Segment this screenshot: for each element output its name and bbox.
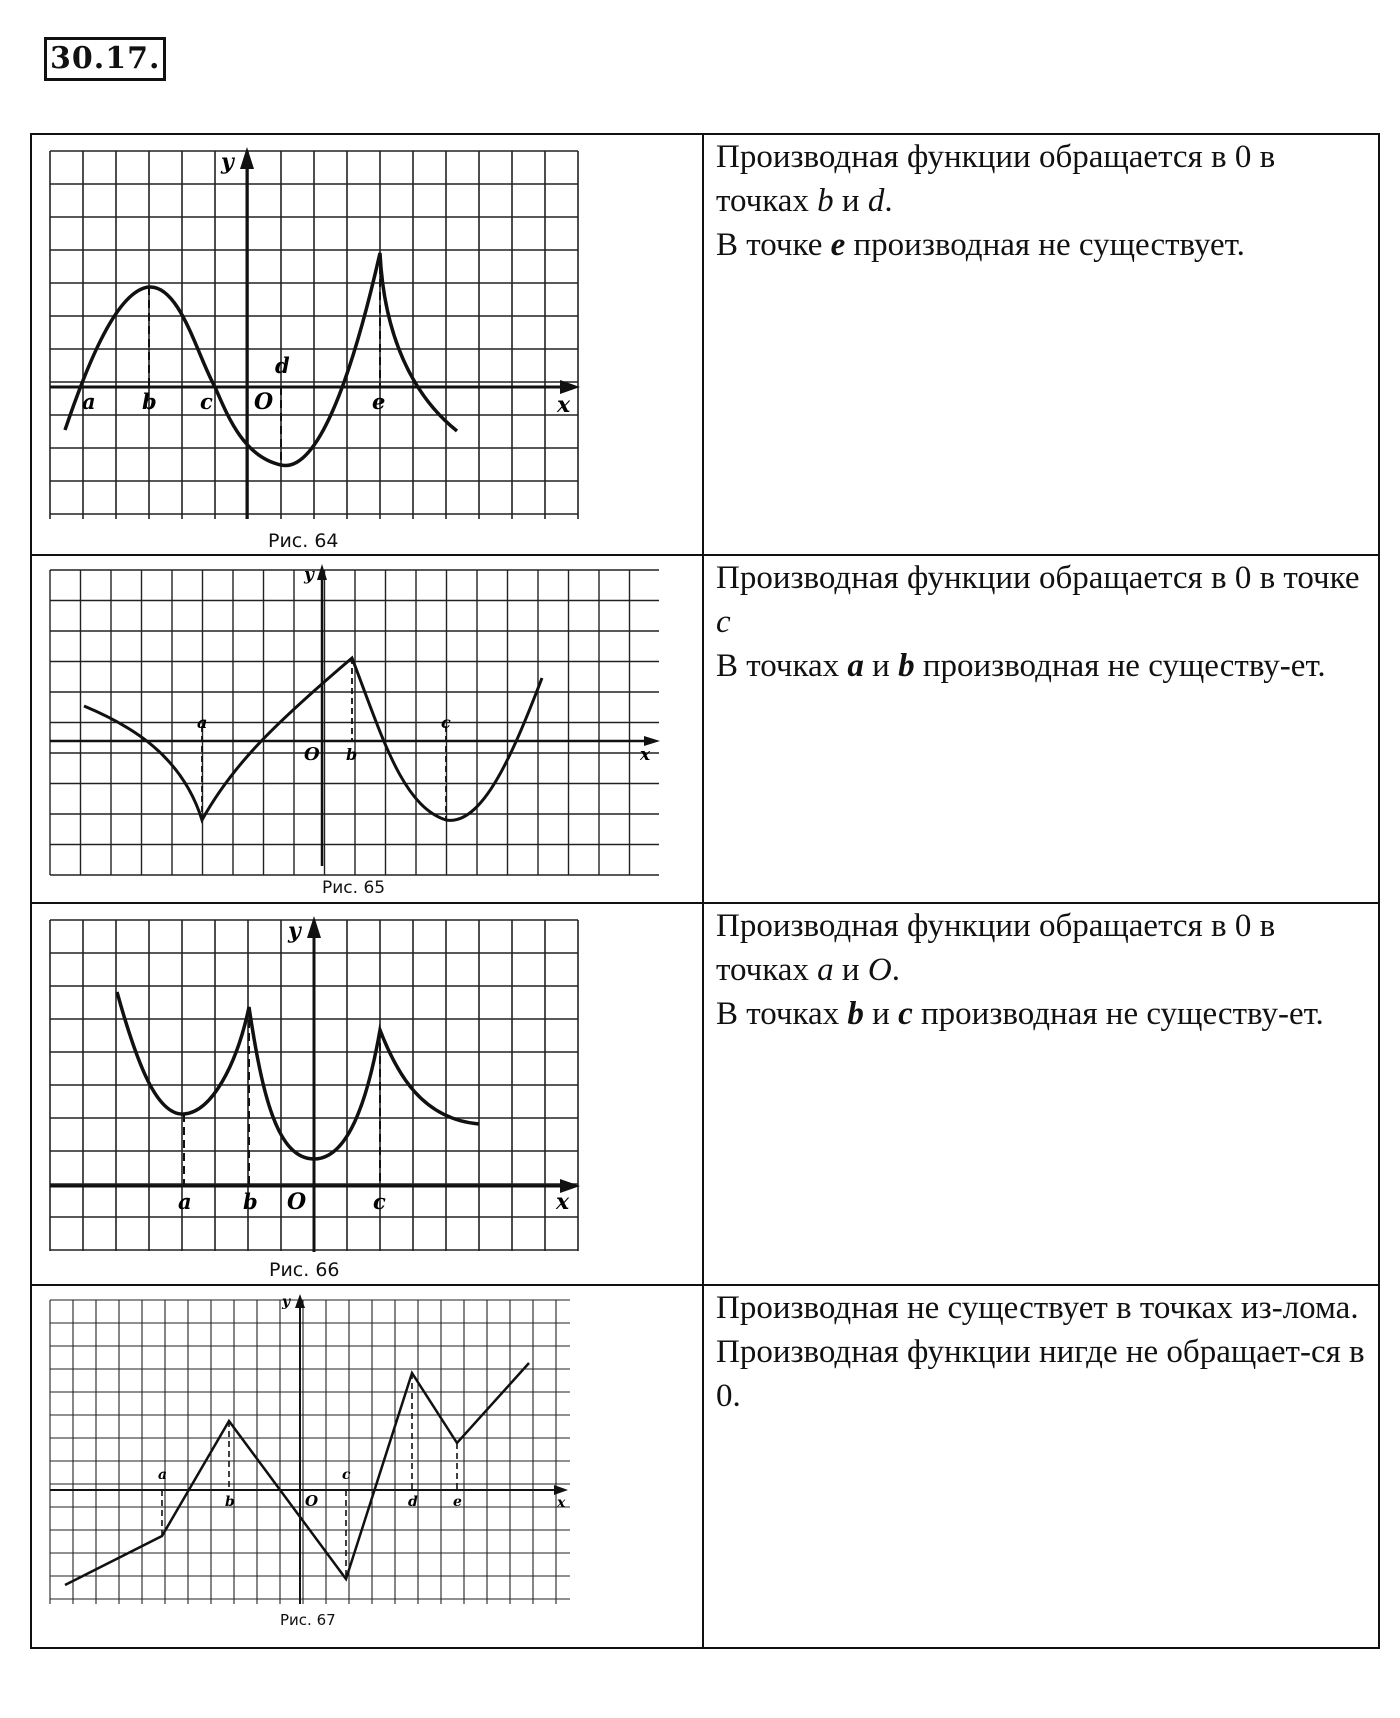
label-b: b bbox=[142, 389, 157, 414]
text-segment: . bbox=[884, 183, 893, 219]
grid bbox=[50, 570, 659, 875]
label-y: y bbox=[304, 565, 314, 585]
grid bbox=[50, 1300, 570, 1604]
answer-text bbox=[704, 1286, 1378, 1647]
label-d: d bbox=[408, 1494, 418, 1510]
label-c: c bbox=[441, 713, 451, 732]
variable: O bbox=[867, 952, 892, 988]
text-segment: В точках bbox=[716, 648, 848, 684]
figure-cell bbox=[32, 904, 704, 1284]
variable: b bbox=[898, 648, 915, 684]
label-x: x bbox=[557, 1495, 566, 1511]
text-segment: и bbox=[863, 996, 899, 1032]
label-e: e bbox=[453, 1494, 462, 1510]
figure-caption: Рис. 65 bbox=[322, 878, 386, 898]
label-c: c bbox=[200, 389, 213, 414]
text-line: Производная функции нигде не обращает-ся в 0. bbox=[716, 1334, 1365, 1414]
variable: e bbox=[830, 227, 846, 263]
figure-caption: Рис. 64 bbox=[268, 530, 339, 552]
figure-64 bbox=[32, 135, 704, 554]
problem-number: 30.17. bbox=[44, 37, 166, 81]
text-segment: Производная функции обращается в 0 в точках bbox=[716, 908, 1276, 988]
label-c: c bbox=[373, 1189, 386, 1214]
table-row bbox=[32, 135, 1378, 556]
label-x: x bbox=[640, 745, 651, 765]
text-segment: производная не существует. bbox=[845, 227, 1245, 263]
variable: a bbox=[847, 648, 864, 684]
label-a: a bbox=[158, 1467, 168, 1483]
text-segment: . bbox=[891, 952, 900, 988]
answer-text bbox=[704, 904, 1378, 1284]
text-segment: и bbox=[833, 952, 868, 988]
function-curve bbox=[65, 253, 457, 466]
label-b: b bbox=[346, 745, 358, 764]
function-curve bbox=[117, 992, 479, 1159]
label-y: y bbox=[282, 1294, 291, 1310]
label-x: x bbox=[557, 392, 571, 418]
figure-65 bbox=[32, 556, 704, 902]
label-y: y bbox=[221, 149, 234, 175]
label-a: a bbox=[82, 389, 96, 414]
text-segment: В точке bbox=[716, 227, 831, 263]
function-curve bbox=[84, 658, 542, 820]
table-row bbox=[32, 904, 1378, 1286]
text-segment: Производная функции обращается в 0 в точке bbox=[716, 560, 1360, 596]
variable: a bbox=[817, 952, 834, 988]
label-c: c bbox=[342, 1467, 351, 1483]
label-b: b bbox=[225, 1494, 235, 1510]
variable: b bbox=[817, 183, 834, 219]
figure-caption: Рис. 66 bbox=[269, 1259, 340, 1281]
variable: c bbox=[898, 996, 913, 1032]
label-x: x bbox=[556, 1189, 570, 1215]
label-y: y bbox=[288, 918, 301, 944]
answer-text bbox=[704, 556, 1378, 902]
answer-table bbox=[30, 133, 1380, 1649]
figure-cell bbox=[32, 135, 704, 554]
text-segment: Производная функции обращается в 0 в точках bbox=[716, 139, 1276, 219]
x-axis-arrow bbox=[554, 1485, 568, 1495]
text-segment: производная не существу-ет. bbox=[914, 648, 1326, 684]
table-row bbox=[32, 556, 1378, 904]
text-segment: производная не существу-ет. bbox=[912, 996, 1324, 1032]
y-axis-arrow bbox=[317, 564, 327, 580]
label-O: O bbox=[304, 744, 320, 765]
variable: b bbox=[847, 996, 864, 1032]
label-d: d bbox=[275, 353, 290, 378]
text-line: Производная не существует в точках из-лома. bbox=[716, 1290, 1359, 1326]
table-row bbox=[32, 1286, 1378, 1647]
variable: c bbox=[716, 604, 731, 640]
figure-cell bbox=[32, 556, 704, 902]
figure-66 bbox=[32, 904, 704, 1284]
figure-cell bbox=[32, 1286, 704, 1647]
text-segment: и bbox=[833, 183, 868, 219]
text-segment: В точках bbox=[716, 996, 848, 1032]
variable: d bbox=[867, 183, 885, 219]
label-O: O bbox=[305, 1492, 319, 1510]
label-e: e bbox=[372, 389, 386, 414]
answer-text bbox=[704, 135, 1378, 554]
text-segment: и bbox=[863, 648, 899, 684]
figure-caption: Рис. 67 bbox=[280, 1611, 336, 1629]
label-a: a bbox=[178, 1189, 192, 1214]
label-a: a bbox=[197, 713, 208, 732]
label-O: O bbox=[287, 1189, 307, 1215]
label-O: O bbox=[254, 389, 274, 415]
grid bbox=[50, 151, 578, 519]
figure-67 bbox=[32, 1286, 704, 1645]
label-b: b bbox=[243, 1189, 258, 1214]
function-curve bbox=[65, 1363, 529, 1585]
